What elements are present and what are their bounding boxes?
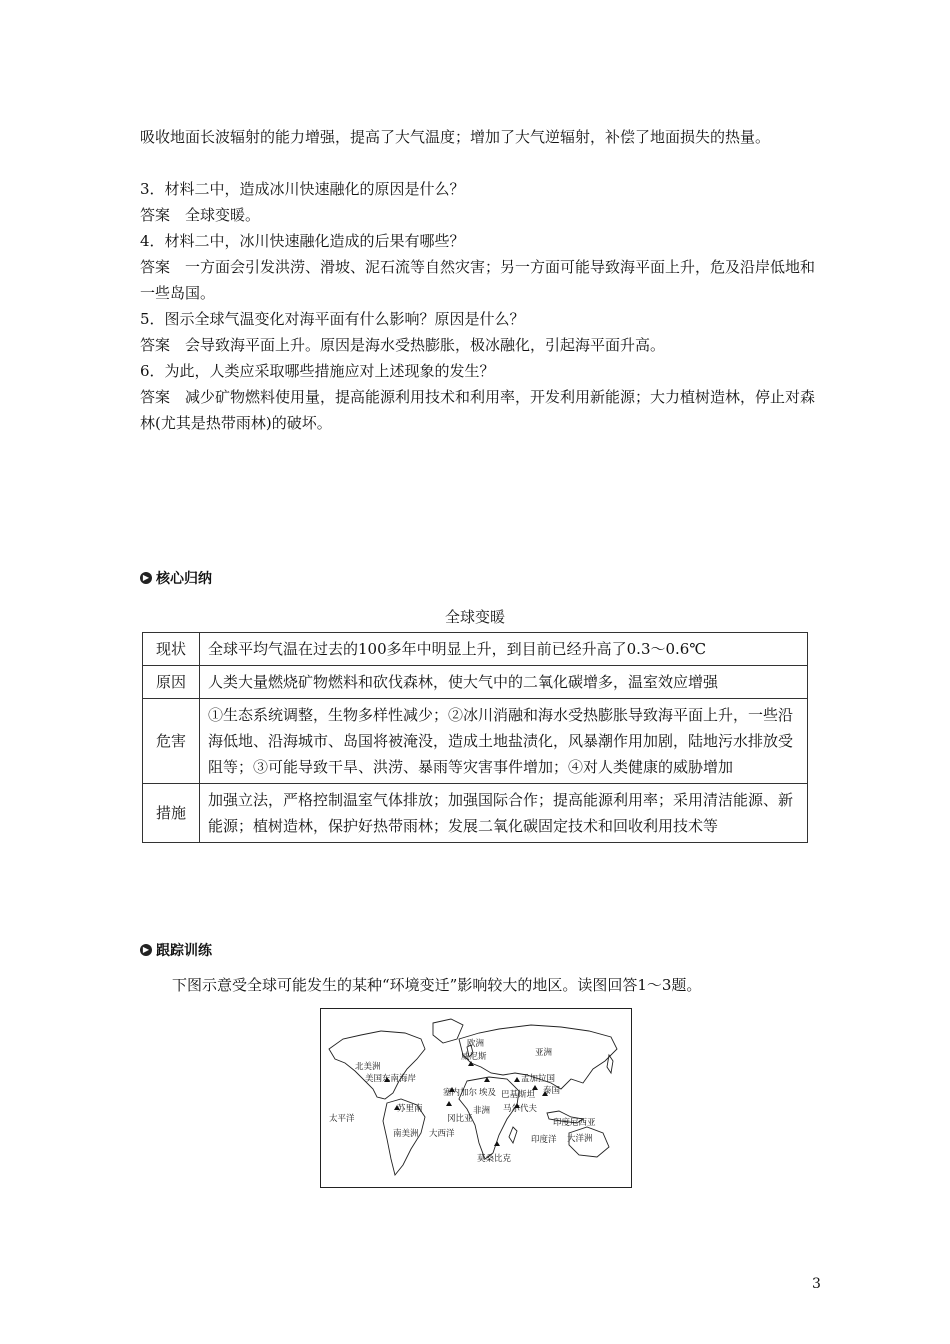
label-north-america: 北美洲 — [355, 1062, 381, 1072]
section-training-header — [140, 940, 212, 960]
gambia-marker — [446, 1101, 452, 1106]
label-pacific: 太平洋 — [329, 1114, 355, 1124]
label-egypt: 埃及 — [479, 1088, 497, 1098]
table-row — [143, 784, 808, 843]
label-suriname: 苏里南 — [397, 1104, 423, 1114]
question-5: 5．图示全球气温变化对海平面有什么影响？原因是什么？ — [140, 310, 525, 328]
table-row — [143, 699, 808, 784]
greenland-outline — [433, 1019, 463, 1043]
label-oceania: 大洋洲 — [567, 1134, 593, 1144]
paragraph-heat-effect: 吸收地面长波辐射的能力增强，提高了大气温度；增加了大气逆辐射，补偿了地面损失的热量。 — [140, 128, 771, 146]
label-us-se-coast: 美国东南海岸 — [365, 1074, 417, 1084]
answer-4: 答案 一方面会引发洪涝、滑坡、泥石流等自然灾害；另一方面可能导致海平面上升，危及沿岸低地和一些岛国。 — [140, 258, 816, 302]
mozambique-marker — [494, 1141, 500, 1146]
row-value: 加强立法，严格控制温室气体排放；加强国际合作；提高能源利用率；采用清洁能源、新能源；植树造林，保护好热带雨林；发展二氧化碳固定技术和回收利用技术等 — [200, 784, 808, 843]
table-caption: 全球变暖 — [444, 608, 505, 626]
label-gambia: 冈比亚 — [447, 1114, 473, 1124]
row-value: ①生态系统调整，生物多样性减少；②冰川消融和海水受热膨胀导致海平面上升，一些沿海低地、沿海城市、岛国将被淹没，造成土地盐渍化，风暴潮作用加剧，陆地污水排放受阻等；③可能导致干旱、洪涝、暴雨等灾害事件增加；④对人类健康的威胁增加 — [200, 699, 808, 784]
question-6: 6．为此，人类应采取哪些措施应对上述现象的发生？ — [140, 362, 495, 380]
answer-3: 答案 全球变暖。 — [140, 206, 261, 224]
row-value: 人类大量燃烧矿物燃料和砍伐森林，使大气中的二氧化碳增多，温室效应增强 — [200, 666, 808, 699]
question-intro: 下图示意受全球可能发生的某种“环境变迁”影响较大的地区。读图回答1～3题。 — [172, 976, 702, 994]
label-maldives: 马尔代夫 — [503, 1104, 538, 1114]
table-row — [143, 633, 808, 666]
label-south-america: 南美洲 — [393, 1129, 419, 1139]
play-icon: ▶ — [140, 944, 152, 956]
question-4: 4．材料二中，冰川快速融化造成的后果有哪些？ — [140, 232, 465, 250]
label-indonesia: 印度尼西亚 — [553, 1118, 596, 1128]
question-3: 3．材料二中，造成冰川快速融化的原因是什么？ — [140, 180, 465, 198]
label-europe: 欧洲 — [467, 1039, 485, 1049]
section-training-title: 跟踪训练 — [156, 943, 212, 959]
label-bangladesh: 孟加拉国 — [521, 1074, 556, 1084]
row-key: 原因 — [143, 666, 200, 699]
label-africa: 非洲 — [473, 1106, 491, 1116]
label-thailand: 泰国 — [543, 1086, 561, 1096]
label-asia: 亚洲 — [535, 1048, 553, 1058]
table-row — [143, 666, 808, 699]
row-key: 现状 — [143, 633, 200, 666]
row-key: 措施 — [143, 784, 200, 843]
row-value: 全球平均气温在过去的100多年中明显上升，到目前已经升高了0.3～0.6℃ — [200, 633, 808, 666]
label-venice: 威尼斯 — [461, 1052, 487, 1062]
madagascar-outline — [509, 1127, 517, 1143]
world-map-svg — [321, 1009, 631, 1187]
label-indian-ocean: 印度洋 — [531, 1135, 557, 1145]
world-map-figure — [320, 1008, 632, 1188]
answer-6: 答案 减少矿物燃料使用量，提高能源利用技术和利用率，开发利用新能源；大力植树造林，停止对森林(尤其是热带雨林)的破坏。 — [140, 388, 816, 432]
section-core-title: 核心归纳 — [156, 571, 212, 587]
label-mozambique: 莫桑比克 — [477, 1154, 512, 1164]
pakistan-marker — [514, 1077, 520, 1082]
play-icon: ▶ — [140, 572, 152, 584]
page-number: 3 — [812, 1276, 821, 1292]
section-core-header — [140, 568, 212, 588]
label-pakistan: 巴基斯坦 — [501, 1090, 536, 1100]
summary-table — [142, 632, 808, 843]
label-senegal: 塞内加尔 — [443, 1088, 478, 1098]
label-atlantic: 大西洋 — [429, 1129, 455, 1139]
row-key: 危害 — [143, 699, 200, 784]
answer-5: 答案 会导致海平面上升。原因是海水受热膨胀，极冰融化，引起海平面升高。 — [140, 336, 666, 354]
